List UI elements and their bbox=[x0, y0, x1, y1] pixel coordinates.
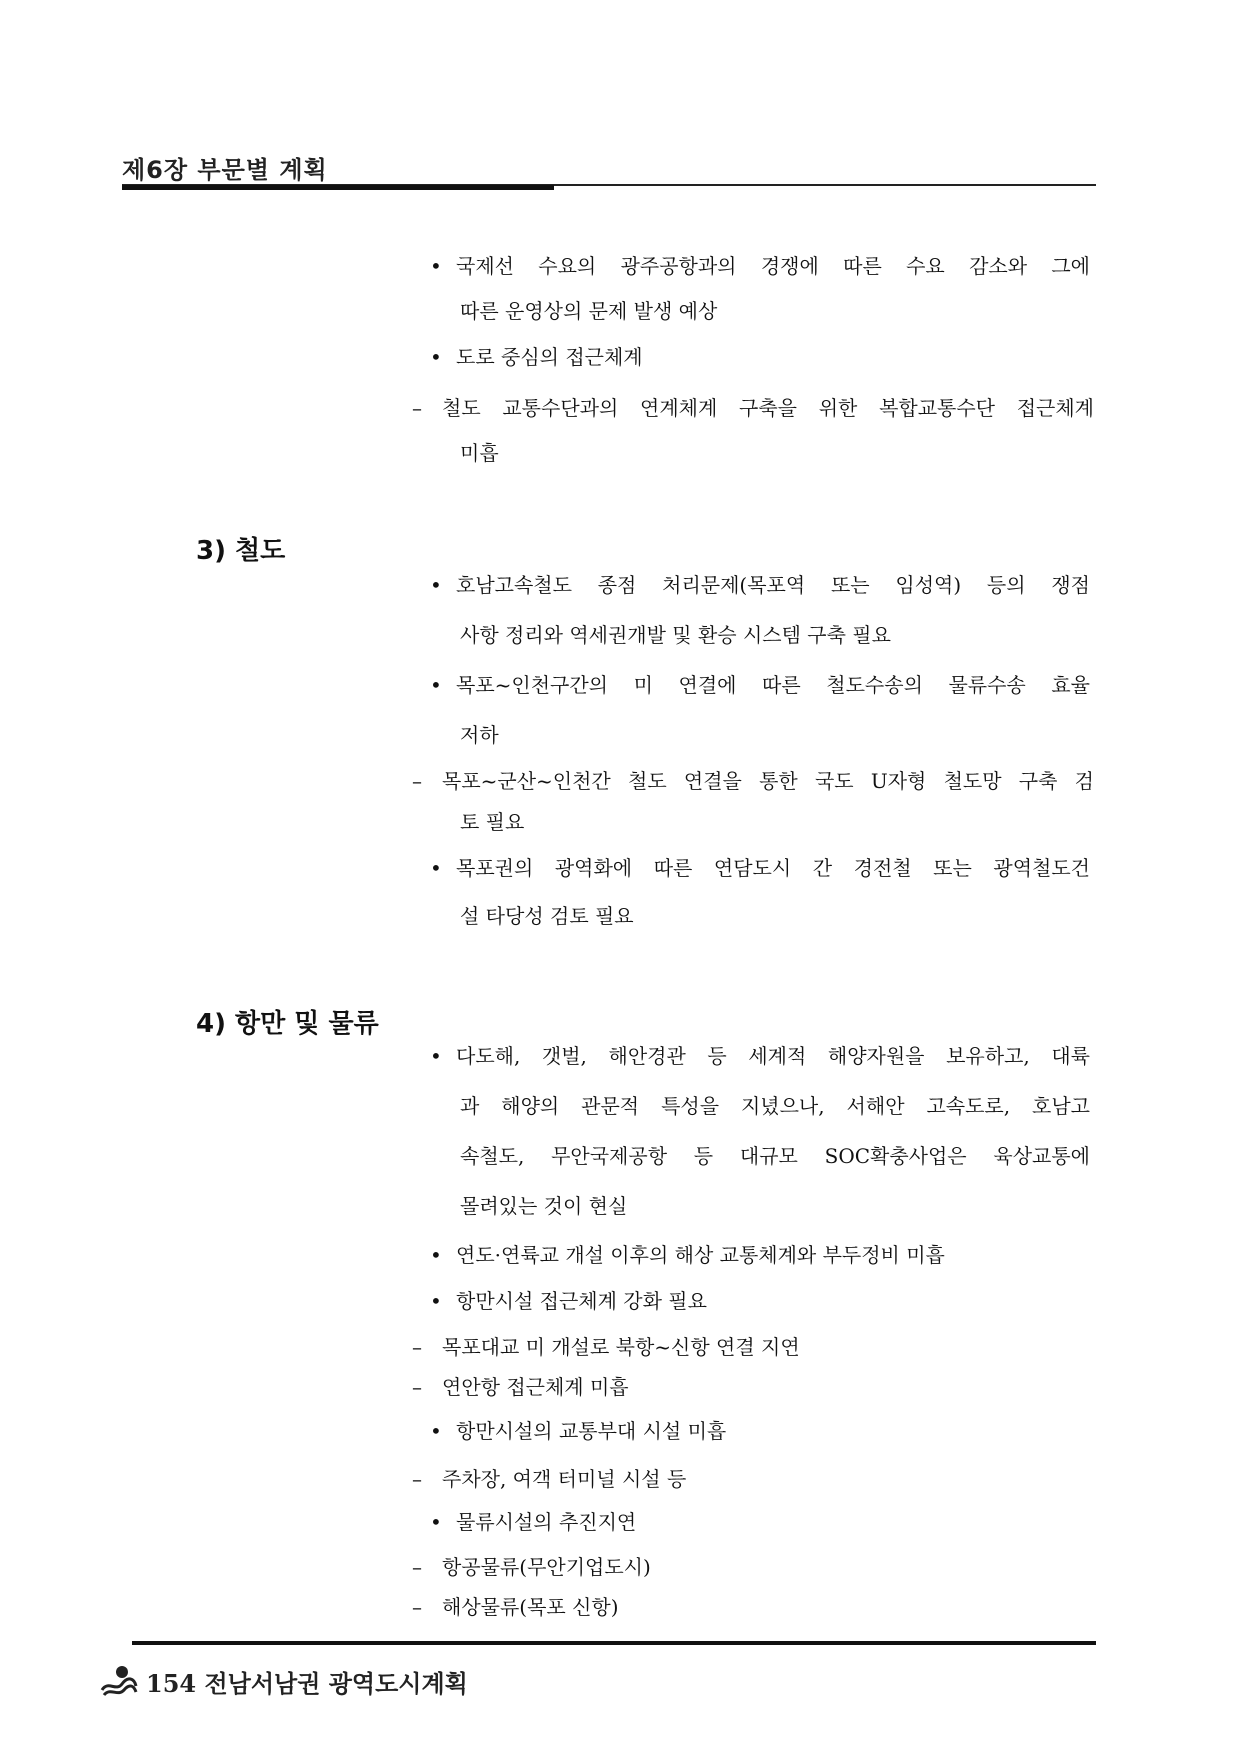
list-item-line: 목포대교 미 개설로 북항~신항 연결 지연 bbox=[442, 1335, 800, 1359]
list-item-line: 저하 bbox=[460, 723, 499, 747]
list-item-line: 철도 교통수단과의 연계체계 구축을 위한 복합교통수단 접근체계 bbox=[442, 396, 1094, 420]
list-item-line: 연안항 접근체계 미흡 bbox=[442, 1375, 629, 1399]
list-item-line: 연도·연륙교 개설 이후의 해상 교통체계와 부두정비 미흡 bbox=[456, 1243, 945, 1267]
footer-rule bbox=[132, 1641, 1096, 1645]
list-item-line: 토 필요 bbox=[460, 810, 525, 834]
publisher-logo-icon bbox=[98, 1662, 138, 1698]
bullet-icon: • bbox=[430, 573, 442, 597]
list-item-line: 국제선 수요의 광주공항과의 경쟁에 따른 수요 감소와 그에 bbox=[456, 254, 1090, 278]
list-item-line: 해상물류(목포 신항) bbox=[442, 1595, 619, 1619]
list-item-line: 물류시설의 추진지연 bbox=[456, 1510, 637, 1534]
list-item-line: 주차장, 여객 터미널 시설 등 bbox=[442, 1467, 687, 1491]
list-item-line: 항만시설 접근체계 강화 필요 bbox=[456, 1289, 707, 1313]
bullet-icon: • bbox=[430, 254, 442, 278]
list-item-line: 호남고속철도 종점 처리문제(목포역 또는 임성역) 등의 쟁점 bbox=[456, 573, 1090, 597]
list-item-line: 다도해, 갯벌, 해안경관 등 세계적 해양자원을 보유하고, 대륙 bbox=[456, 1044, 1090, 1068]
list-item-line: 몰려있는 것이 현실 bbox=[460, 1194, 628, 1218]
bullet-icon: • bbox=[430, 856, 442, 880]
bullet-icon: • bbox=[430, 1419, 442, 1443]
list-item-line: 목포권의 광역화에 따른 연담도시 간 경전철 또는 광역철도건 bbox=[456, 856, 1090, 880]
dash-icon: – bbox=[412, 1335, 422, 1359]
section-heading-port: 4) 항만 및 물류 bbox=[196, 1009, 379, 1039]
footer-text bbox=[146, 1664, 468, 1699]
bullet-icon: • bbox=[430, 1510, 442, 1534]
list-item-line: 목포~군산~인천간 철도 연결을 통한 국도 U자형 철도망 구축 검 bbox=[442, 769, 1094, 793]
list-item-line: 따른 운영상의 문제 발생 예상 bbox=[460, 299, 718, 323]
bullet-icon: • bbox=[430, 673, 442, 697]
list-item-line: 미흡 bbox=[460, 441, 499, 465]
bullet-icon: • bbox=[430, 1243, 442, 1267]
header-rule-accent bbox=[122, 185, 554, 190]
dash-icon: – bbox=[412, 396, 422, 420]
book-title: 전남서남권 광역도시계획 bbox=[204, 1669, 468, 1698]
list-item-line: 항공물류(무안기업도시) bbox=[442, 1555, 651, 1579]
chapter-title: 제6장 부문별 계획 bbox=[122, 156, 328, 184]
list-item-line: 사항 정리와 역세권개발 및 환승 시스템 구축 필요 bbox=[460, 623, 891, 647]
list-item-line: 목포~인천구간의 미 연결에 따른 철도수송의 물류수송 효율 bbox=[456, 673, 1090, 697]
list-item-line: 항만시설의 교통부대 시설 미흡 bbox=[456, 1419, 727, 1443]
dash-icon: – bbox=[412, 1555, 422, 1579]
bullet-icon: • bbox=[430, 1044, 442, 1068]
list-item-line: 도로 중심의 접근체계 bbox=[456, 345, 643, 369]
section-heading-rail: 3) 철도 bbox=[196, 536, 286, 566]
page-number: 154 bbox=[146, 1669, 197, 1698]
list-item-line: 설 타당성 검토 필요 bbox=[460, 904, 634, 928]
dash-icon: – bbox=[412, 769, 422, 793]
list-item-line: 과 해양의 관문적 특성을 지녔으나, 서해안 고속도로, 호남고 bbox=[460, 1094, 1090, 1118]
dash-icon: – bbox=[412, 1595, 422, 1619]
bullet-icon: • bbox=[430, 1289, 442, 1313]
dash-icon: – bbox=[412, 1467, 422, 1491]
list-item-line: 속철도, 무안국제공항 등 대규모 SOC확충사업은 육상교통에 bbox=[460, 1144, 1090, 1168]
bullet-icon: • bbox=[430, 345, 442, 369]
dash-icon: – bbox=[412, 1375, 422, 1399]
